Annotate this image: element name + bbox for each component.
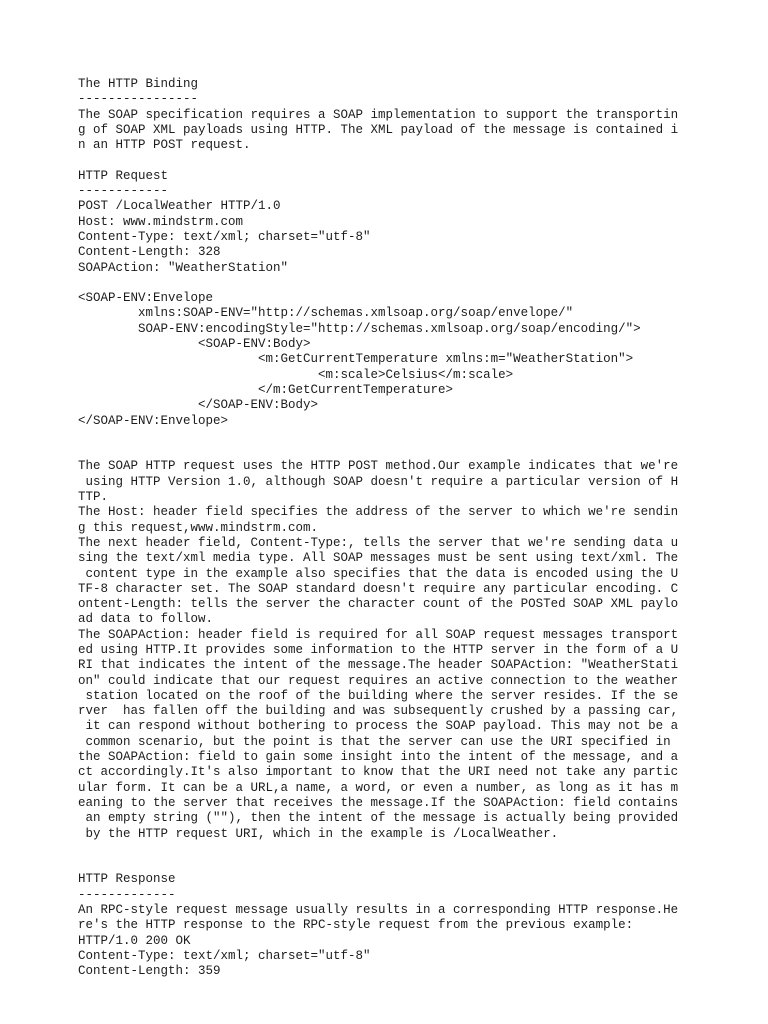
section-heading-http-request: HTTP Request (78, 168, 169, 183)
paragraph-line: re's the HTTP response to the RPC-style request from the previous example: (78, 918, 634, 933)
code-line: HTTP/1.0 200 OK (78, 933, 191, 948)
code-line: </SOAP-ENV:Body> (78, 398, 319, 413)
heading-underline: ------------ (78, 184, 169, 199)
paragraph-line: using HTTP Version 1.0, although SOAP doesn't require a particular version of H (78, 474, 679, 489)
code-line: <SOAP-ENV:Envelope (78, 291, 214, 306)
paragraph-line: sing the text/xml media type. All SOAP messages must be sent using text/xml. The (78, 551, 679, 566)
paragraph-line: n an HTTP POST request. (78, 138, 251, 153)
code-line: </m:GetCurrentTemperature> (78, 382, 454, 397)
code-line: Host: www.mindstrm.com (78, 214, 244, 229)
paragraph-line: an empty string (""), then the intent of the message is actually being provided (78, 811, 679, 826)
blank-line (78, 842, 758, 857)
paragraph-line: it can respond without bothering to process the SOAP payload. This may not be a (78, 719, 679, 734)
paragraph-line: ed using HTTP.It provides some information to the HTTP server in the form of a U (78, 642, 679, 657)
paragraph-line: content type in the example also specifies that the data is encoded using the U (78, 566, 679, 581)
paragraph-line: rver has fallen off the building and was subsequently crushed by a passing car, (78, 704, 679, 719)
blank-line (78, 153, 758, 168)
heading-underline: ---------------- (78, 92, 199, 107)
paragraph-line: The next header field, Content-Type:, tells the server that we're sending data u (78, 535, 679, 550)
heading-underline: ------------- (78, 887, 176, 902)
code-line: <m:GetCurrentTemperature xmlns:m="WeatherStation"> (78, 352, 634, 367)
blank-line (78, 857, 758, 872)
code-line: xmlns:SOAP-ENV="http://schemas.xmlsoap.org/soap/envelope/" (78, 306, 574, 321)
paragraph-line: The SOAP HTTP request uses the HTTP POST method.Our example indicates that we're (78, 459, 679, 474)
code-line: POST /LocalWeather HTTP/1.0 (78, 199, 281, 214)
blank-line (78, 276, 758, 291)
paragraph-line: TF-8 character set. The SOAP standard doesn't require any particular encoding. C (78, 581, 679, 596)
code-line: Content-Length: 328 (78, 245, 221, 260)
paragraph-line: common scenario, but the point is that the server can use the URI specified in (78, 734, 671, 749)
paragraph-line: the SOAPAction: field to gain some insight into the intent of the message, and a (78, 750, 679, 765)
paragraph-line: g this request,www.mindstrm.com. (78, 520, 319, 535)
section-heading-http-binding: The HTTP Binding (78, 77, 199, 91)
blank-line (78, 429, 758, 444)
code-line: Content-Type: text/xml; charset="utf-8" (78, 229, 371, 244)
document-page (78, 77, 758, 980)
code-line: <SOAP-ENV:Body> (78, 337, 311, 352)
paragraph-line: The Host: header field specifies the address of the server to which we're sendin (78, 505, 679, 520)
section-heading-http-response: HTTP Response (78, 872, 176, 887)
paragraph-line: ad data to follow. (78, 612, 214, 627)
paragraph-line: on" could indicate that our request requires an active connection to the weather (78, 673, 679, 688)
paragraph-line: station located on the roof of the building where the server resides. If the se (78, 688, 679, 703)
blank-line (78, 444, 758, 459)
paragraph-line: by the HTTP request URI, which in the example is /LocalWeather. (78, 826, 559, 841)
paragraph-line: An RPC-style request message usually results in a corresponding HTTP response.He (78, 903, 679, 918)
paragraph-line: ct accordingly.It's also important to know that the URI need not take any partic (78, 765, 679, 780)
paragraph-line: ontent-Length: tells the server the character count of the POSTed SOAP XML paylo (78, 597, 679, 612)
paragraph-line: TTP. (78, 490, 109, 505)
paragraph-line: eaning to the server that receives the message.If the SOAPAction: field contains (78, 795, 679, 810)
code-line: SOAP-ENV:encodingStyle="http://schemas.xmlsoap.org/soap/encoding/"> (78, 321, 641, 336)
paragraph-line: The SOAPAction: header field is required for all SOAP request messages transport (78, 627, 679, 642)
paragraph-line: ular form. It can be a URL,a name, a word, or even a number, as long as it has m (78, 780, 679, 795)
code-line: Content-Length: 359 (78, 964, 221, 979)
code-line: </SOAP-ENV:Envelope> (78, 413, 229, 428)
code-line: <m:scale>Celsius</m:scale> (78, 367, 514, 382)
paragraph-line: The SOAP specification requires a SOAP implementation to support the transportin (78, 107, 679, 122)
code-line: SOAPAction: "WeatherStation" (78, 260, 289, 275)
code-line: Content-Type: text/xml; charset="utf-8" (78, 948, 371, 963)
paragraph-line: RI that indicates the intent of the message.The header SOAPAction: "WeatherStati (78, 658, 679, 673)
paragraph-line: g of SOAP XML payloads using HTTP. The XML payload of the message is contained i (78, 122, 679, 137)
